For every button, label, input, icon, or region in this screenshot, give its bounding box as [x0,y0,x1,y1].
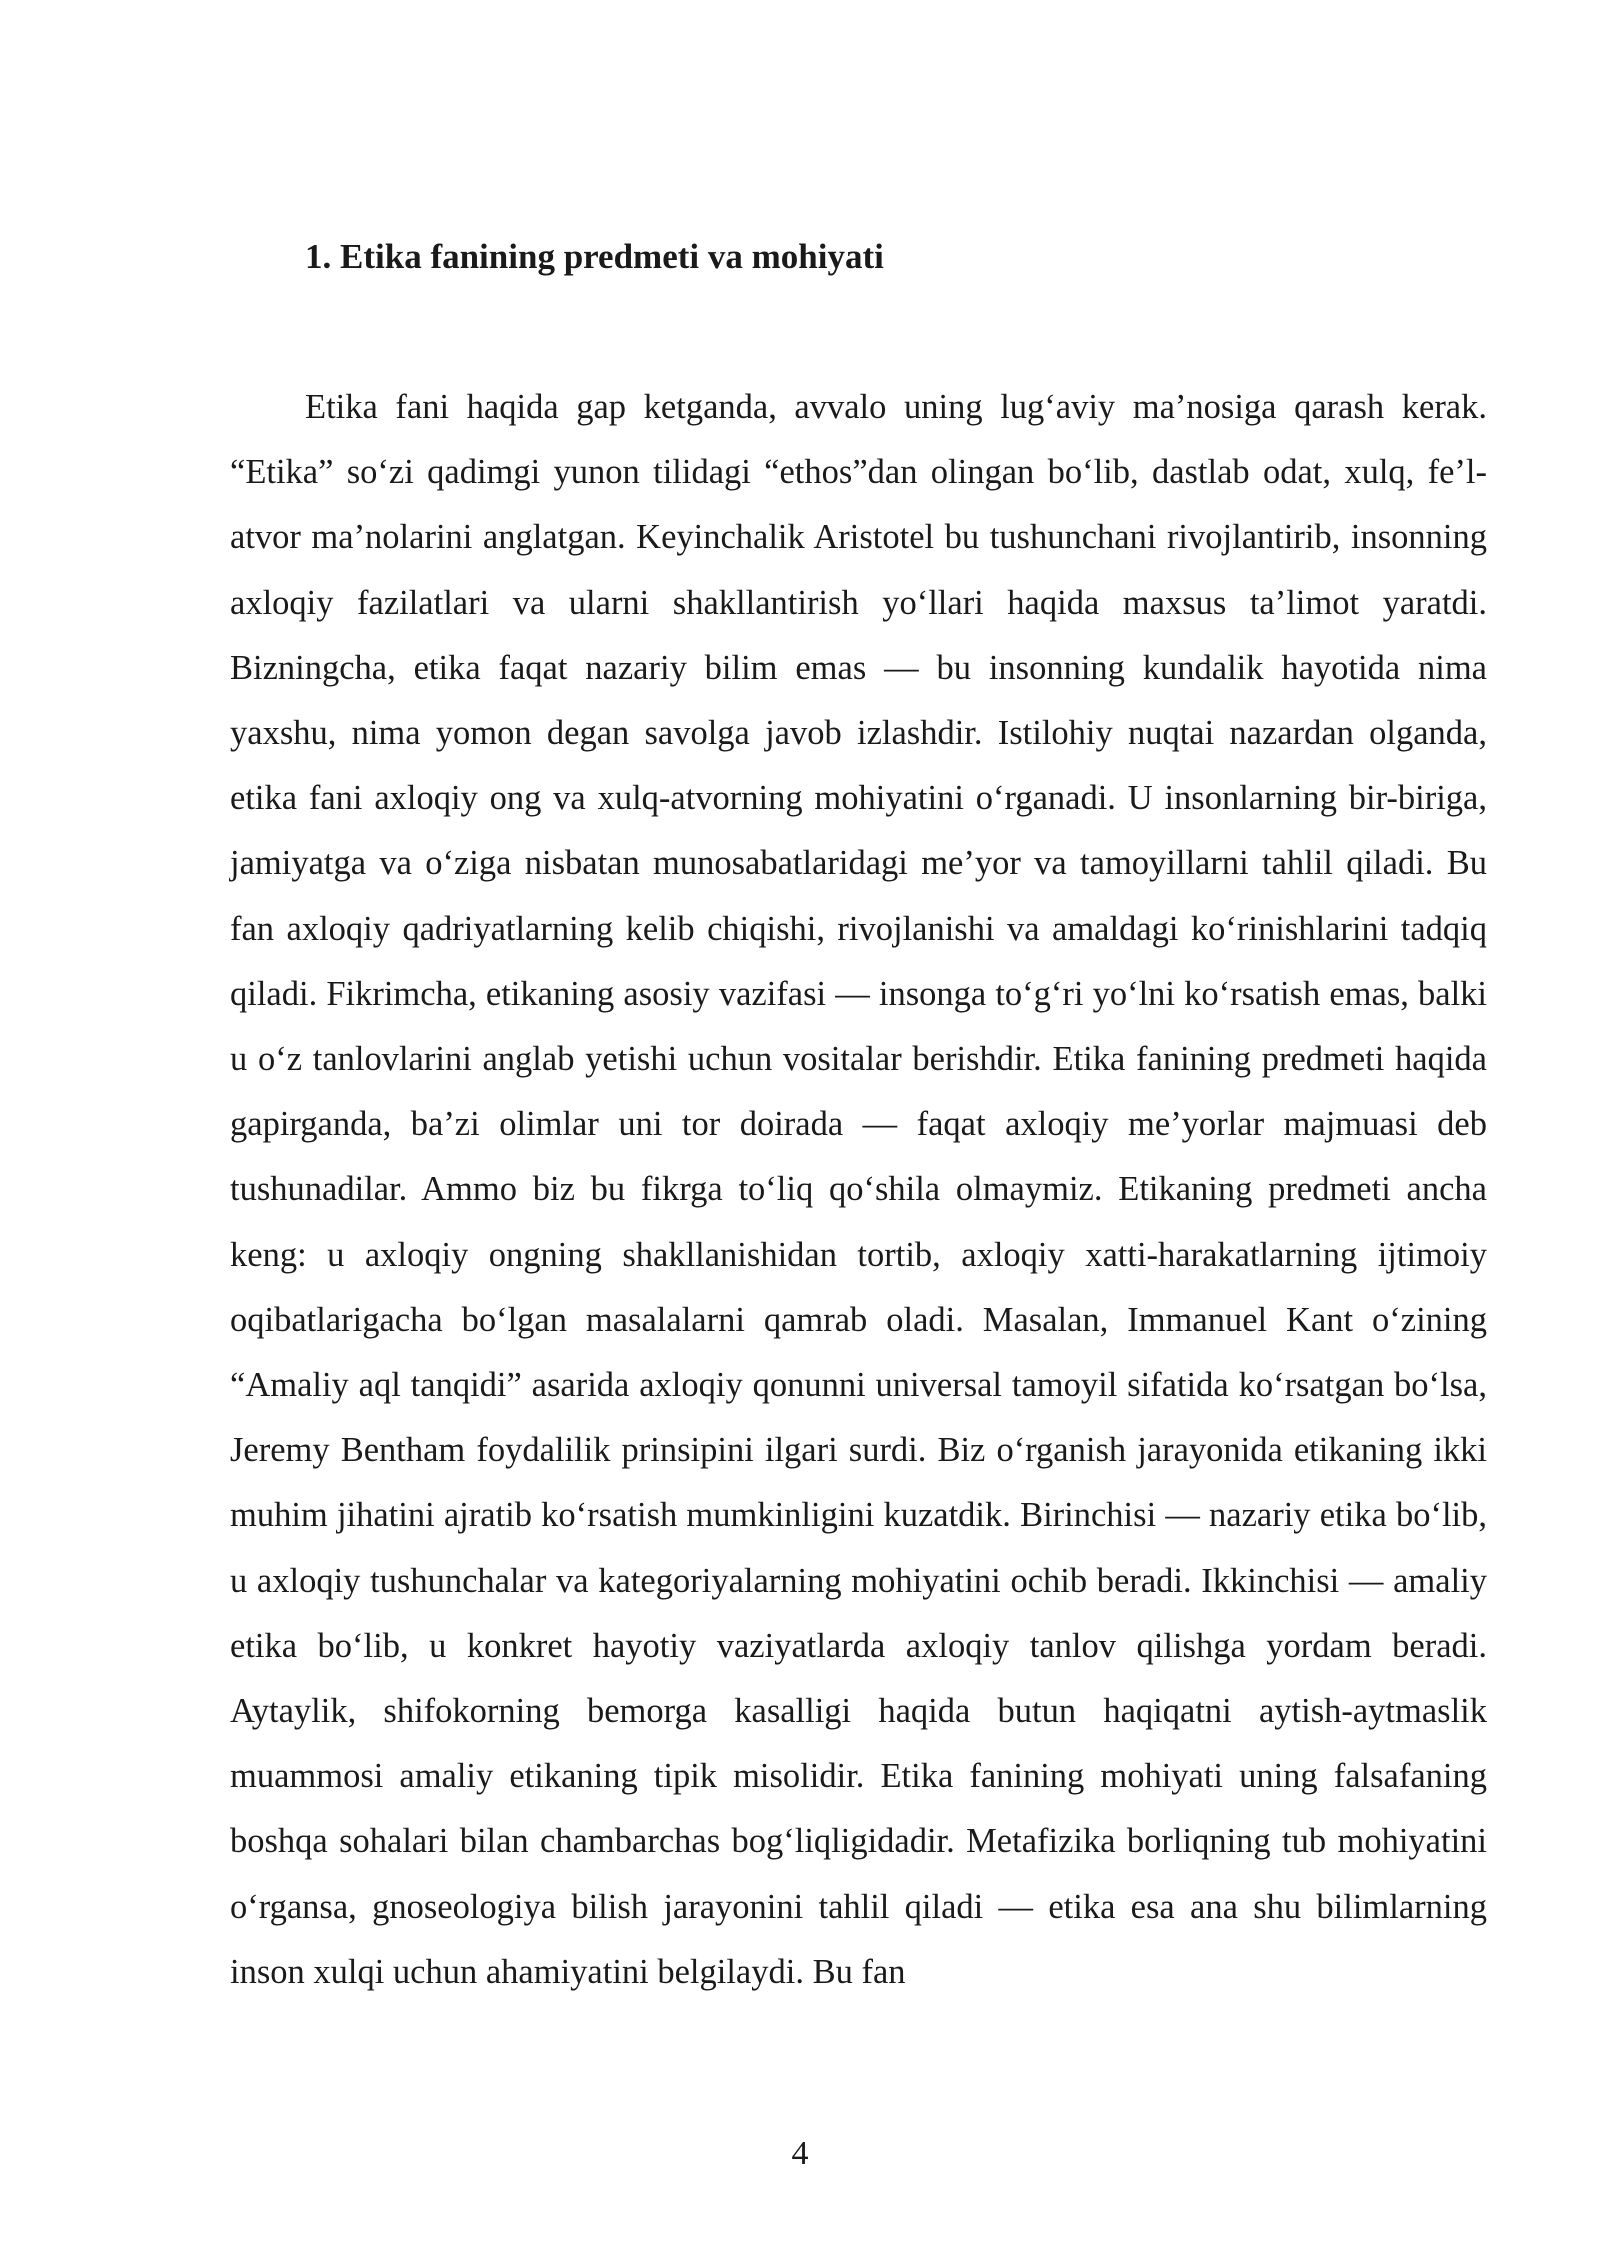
page-number: 4 [791,2135,809,2172]
section-heading: 1. Etika fanining predmeti va mohiyati [305,237,884,276]
body-paragraph: Etika fani haqida gap ketganda, avvalo uning lug‘aviy ma’nosiga qarash kerak. “Etika” so‘zi qadimgi yunon tilidagi “ethos”dan olingan bo‘lib, dastlab odat, xulq, fe’l-atvor ma’nolarini anglatgan. Keyinchalik Aristotel bu tushunchani rivojlantirib, insonning axloqiy fazilatlari va ularni shakllantirish yo‘llari haqida maxsus ta’limot yaratdi. Bizningcha, etika faqat nazariy bilim emas — bu insonning kundalik hayotida nima yaxshu, nima yomon degan savolga javob izlashdir. Istilohiy nuqtai nazardan olganda, etika fani axloqiy ong va xulq-atvorning mohiyatini o‘rganadi. U insonlarning bir-biriga, jamiyatga va o‘ziga nisbatan munosabatlaridagi me’yor va tamoyillarni tahlil qiladi. Bu fan axloqiy qadriyatlarning kelib chiqishi, rivojlanishi va amaldagi ko‘rinishlarini tadqiq qiladi. Fikrimcha, etikaning asosiy vazifasi — insonga to‘g‘ri yo‘lni ko‘rsatish emas, balki u o‘z tanlovlarini anglab yetishi uchun vositalar berishdir. Etika fanining predmeti haqida gapirganda, ba’zi olimlar uni tor doirada — faqat axloqiy me’yorlar majmuasi deb tushunadilar. Ammo biz bu fikrga to‘liq qo‘shila olmaymiz. Etikaning predmeti ancha keng: u axloqiy ongning shakllanishidan tortib, axloqiy xatti-harakatlarning ijtimoiy oqibatlarigacha bo‘lgan masalalarni qamrab oladi. Masalan, Immanuel Kant o‘zining “Amaliy aql tanqidi” asarida axloqiy qonunni universal tamoyil sifatida ko‘rsatgan bo‘lsa, Jeremy Bentham foydalilik prinsipini ilgari surdi. Biz o‘rganish jarayonida etikaning ikki muhim jihatini ajratib ko‘rsatish mumkinligini kuzatdik. Birinchisi — nazariy etika bo‘lib, u axloqiy tushunchalar va kategoriyalarning mohiyatini ochib beradi. Ikkinchisi — amaliy etika bo‘lib, u konkret hayotiy vaziyatlarda axloqiy tanlov qilishga yordam beradi. Aytaylik, shifokorning bemorga kasalligi haqida butun haqiqatni aytish-aytmaslik muammosi amaliy etikaning tipik misolidir. Etika fanining mohiyati uning falsafaning boshqa sohalari bilan chambarchas bog‘liqligidadir. Metafizika borliqning tub mohiyatini o‘rgansa, gnoseologiya bilish jarayonini tahlil qiladi — etika esa ana shu bilimlarning inson xulqi uchun ahamiyatini belgilaydi. Bu fan [230,388,1487,1991]
